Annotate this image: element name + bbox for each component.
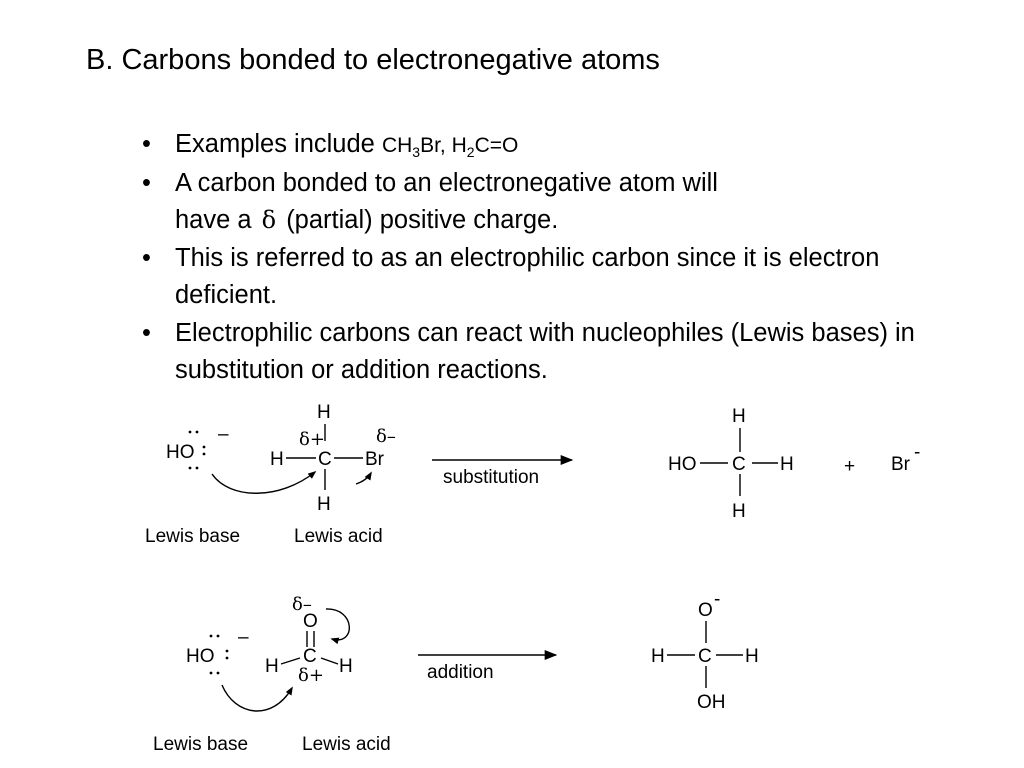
alkoxide-product <box>651 589 759 713</box>
atom-o: O <box>698 600 713 621</box>
negative-charge: – <box>238 627 249 648</box>
curved-arrow-nucleophile <box>222 685 292 711</box>
negative-charge: – <box>218 424 229 445</box>
lewis-base-label-2: Lewis base <box>153 734 249 755</box>
lone-pair-dot <box>196 467 199 470</box>
lone-pair-dot <box>210 635 213 638</box>
lewis-acid-label-2: Lewis acid <box>302 734 391 755</box>
arrow-label-substitution: substitution <box>443 467 540 488</box>
hydroxide-ho: HO <box>166 442 195 463</box>
bromide-ion: Br <box>891 454 910 475</box>
bond-line <box>281 658 300 664</box>
hydroxide-ho: HO <box>186 646 215 667</box>
bullet-partial-charge-post: (partial) positive charge. <box>279 206 559 234</box>
oxide-charge: - <box>714 589 721 610</box>
reaction-addition <box>153 589 759 755</box>
atom-h: H <box>732 406 746 427</box>
bromide-charge: - <box>914 442 921 463</box>
formula-ch3br-part1: CH <box>381 134 413 157</box>
delta-minus-label: δ– <box>376 426 396 447</box>
bullet-partial-charge-line1: A carbon bonded to an electronegative atom will <box>175 168 718 197</box>
delta-plus-label: δ+ <box>298 665 324 686</box>
atom-c: C <box>698 646 712 667</box>
curved-arrow-leaving-group <box>356 473 371 484</box>
atom-h: H <box>270 449 284 470</box>
delta-plus-label: δ+ <box>299 429 325 450</box>
atom-c: C <box>303 646 317 667</box>
curved-arrow-nucleophile <box>212 472 315 493</box>
atom-c: C <box>732 454 746 475</box>
formula-ch3br-subscript: 3 <box>412 144 421 160</box>
lewis-acid-label-1: Lewis acid <box>294 526 383 547</box>
bullet-partial-charge-pre: have a <box>175 206 259 234</box>
bullet-nucleophiles: • Electrophilic carbons can react with nucleophiles (Lewis bases) in substitution or addition reactions. <box>138 315 938 390</box>
slide-title: B. Carbons bonded to electronegative atoms <box>86 44 660 76</box>
bullet-electrophilic: • This is referred to as an electrophilic carbon since it is electron deficient. <box>138 240 938 315</box>
formula-h2co-subscript: 2 <box>466 144 475 160</box>
atom-h: H <box>780 454 794 475</box>
formula-h2co-part1: H <box>451 134 467 157</box>
atom-c: C <box>318 449 332 470</box>
atom-h: H <box>339 656 353 677</box>
lone-pair-dot <box>189 431 192 434</box>
formula-ch3br-part2: Br, <box>420 134 452 157</box>
arrow-label-addition: addition <box>427 662 494 683</box>
atom-h: H <box>732 501 746 522</box>
atom-o: O <box>303 611 318 632</box>
delta-minus-label: δ– <box>292 594 312 615</box>
atom-h: H <box>745 646 759 667</box>
lone-pair-dot <box>210 672 213 675</box>
atom-ho: HO <box>668 454 697 475</box>
bullet-examples-text: Examples include <box>175 130 382 158</box>
atom-br: Br <box>365 449 384 470</box>
lone-pair-dot <box>189 467 192 470</box>
formula-h2co-part2: C=O <box>474 134 519 157</box>
methyl-bromide <box>270 402 396 515</box>
hydroxide-nucleophile-1 <box>166 424 229 469</box>
lewis-base-label-1: Lewis base <box>145 526 241 547</box>
atom-h: H <box>317 402 331 423</box>
plus-sign: + <box>844 456 856 477</box>
lone-pair-dot <box>217 672 220 675</box>
atom-h: H <box>317 494 331 515</box>
delta-symbol: δ <box>261 206 277 234</box>
lone-pair-dot <box>203 453 206 456</box>
reaction-substitution <box>145 402 920 547</box>
atom-h: H <box>265 656 279 677</box>
lone-pair-dot <box>217 635 220 638</box>
lone-pair-dot <box>226 657 229 660</box>
atom-oh: OH <box>697 692 726 713</box>
lone-pair-dot <box>203 446 206 449</box>
lone-pair-dot <box>226 650 229 653</box>
hydroxide-nucleophile-2 <box>186 627 249 674</box>
curved-arrow-pi-bond <box>326 609 349 640</box>
lone-pair-dot <box>196 431 199 434</box>
bond-line <box>321 658 338 664</box>
methanol-product <box>668 406 794 522</box>
atom-h: H <box>651 646 665 667</box>
